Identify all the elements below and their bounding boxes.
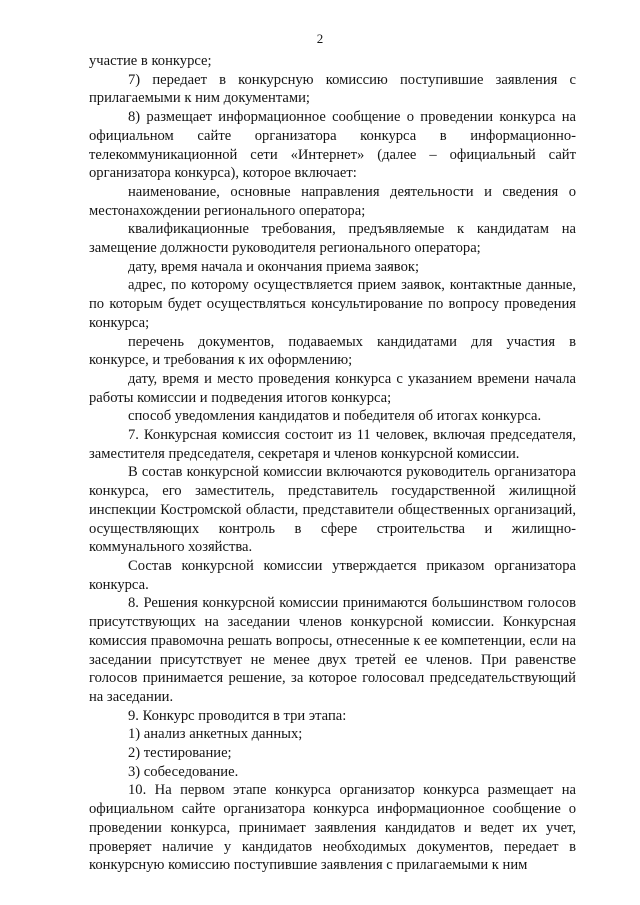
paragraph: 2) тестирование; [128,745,232,762]
document-body [89,52,576,875]
page-number: 2 [316,31,324,46]
paragraph: перечень документов, подаваемых кандидатами для участия в конкурсе, и требования к их оформлению; [89,333,576,369]
paragraph: 9. Конкурс проводится в три этапа: [128,707,347,724]
paragraph: 10. На первом этапе конкурса организатор конкурса размещает на официальном сайте организатора конкурса информационное сообщение о проведении конкурса, принимает заявления кандидатов и ведет их учет, проверяет наличие у кандидатов необходимых документов, передает в конкурсную комиссию поступившие заявления с прилагаемыми к ним [89,782,576,874]
paragraph: участие в конкурсе; [89,53,212,69]
paragraph: 8) размещает информационное сообщение о проведении конкурса на официальном сайте организатора конкурса в информационно-телекоммуникационной сети «Интернет» (далее – официальный сайт организатора конкурса), которое включает: [89,109,576,182]
paragraph: 3) собеседование. [128,763,239,780]
paragraph: В состав конкурсной комиссии включаются руководитель организатора конкурса, его заместитель, представитель государственной жилищной инспекции Костромской области, представители общественных организаций, осуществляющих контроль в сфере строительства и жилищно-коммунального хозяйства. [89,464,576,556]
paragraph: Состав конкурсной комиссии утверждается приказом организатора конкурса. [89,557,576,593]
paragraph: квалификационные требования, предъявляемые к кандидатам на замещение должности руководителя регионального оператора; [89,221,576,257]
paragraph: 1) анализ анкетных данных; [128,726,303,743]
paragraph: 7) передает в конкурсную комиссию поступившие заявления с прилагаемыми к ним документами; [89,71,576,107]
paragraph: дату, время начала и окончания приема заявок; [128,258,420,275]
paragraph: 7. Конкурсная комиссия состоит из 11 человек, включая председателя, заместителя председателя, секретаря и членов конкурсной комиссии. [89,427,576,462]
paragraph: наименование, основные направления деятельности и сведения о местонахождении регионального оператора; [89,183,576,219]
paragraph: способ уведомления кандидатов и победителя об итогах конкурса. [128,408,542,425]
paragraph: дату, время и место проведения конкурса с указанием времени начала работы комиссии и подведения итогов конкурса; [89,370,576,406]
paragraph: адрес, по которому осуществляется прием заявок, контактные данные, по которым будет осуществляться консультирование по вопросу проведения конкурса; [89,277,576,331]
paragraph: 8. Решения конкурсной комиссии принимаются большинством голосов присутствующих на заседании членов конкурсной комиссии. Конкурсная комиссия правомочна решать вопросы, отнесенные к ее компетенции, если на заседании присутствует не менее двух третей ее членов. При равенстве голосов принимается решение, за которое голосовал председательствующий на заседании. [89,595,576,705]
